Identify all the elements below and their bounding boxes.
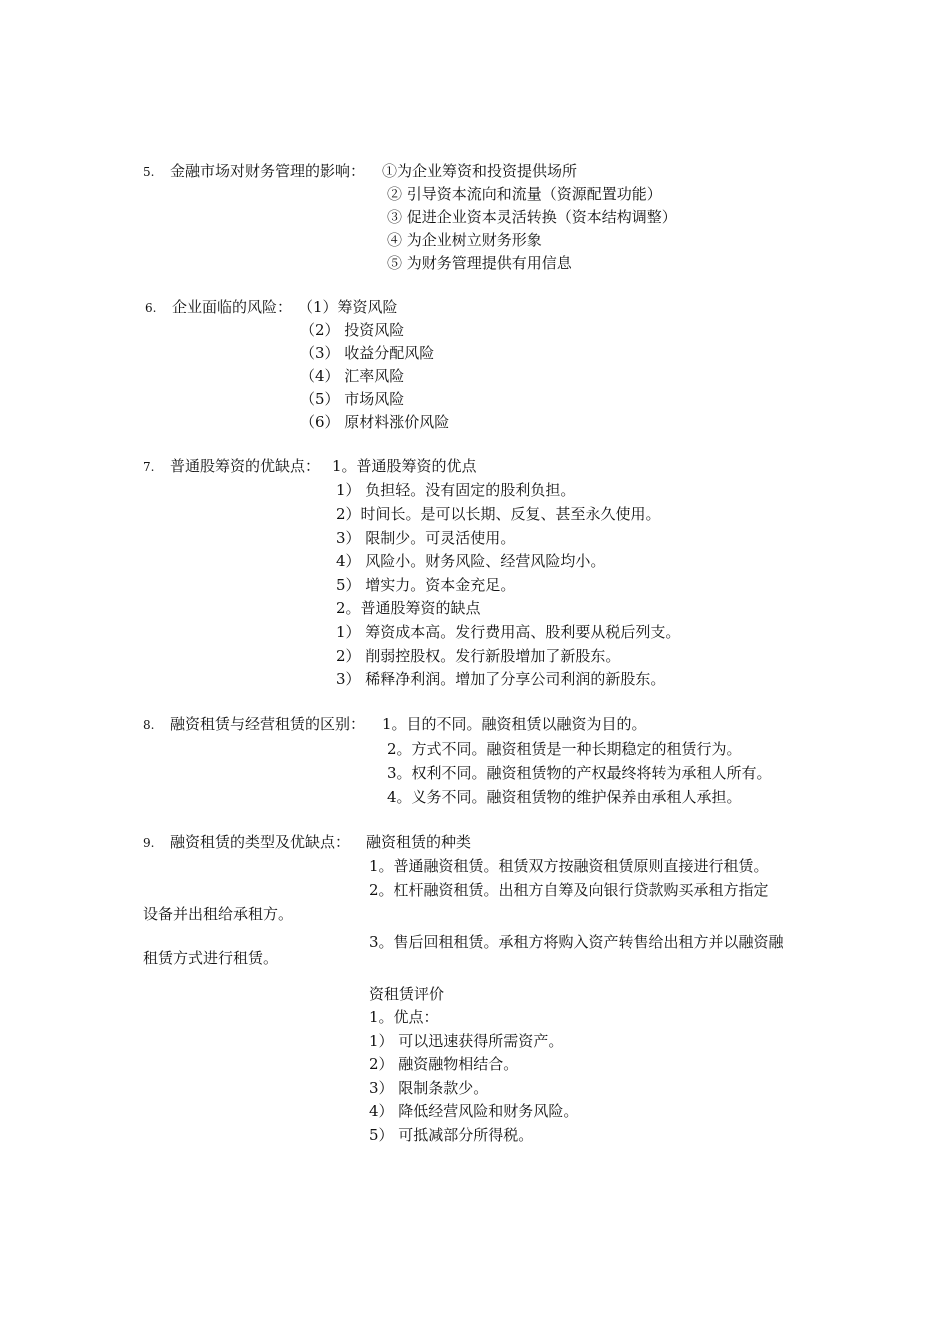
list-item: 3） 限制条款少。 — [369, 1079, 489, 1097]
list-item: 4。义务不同。融资租赁物的维护保养由承租人承担。 — [387, 788, 742, 806]
section-number: 6. — [145, 301, 157, 315]
advantages-title: 1。优点： — [369, 1008, 439, 1026]
list-item: （4） 汇率风险 — [300, 367, 405, 385]
section-number: 7. — [143, 460, 155, 474]
list-item: ④ 为企业树立财务形象 — [387, 231, 542, 249]
list-item: 2） 削弱控股权。发行新股增加了新股东。 — [336, 647, 621, 665]
list-item: ③ 促进企业资本灵活转换（资本结构调整） — [387, 208, 677, 226]
section-heading: 企业面临的风险： — [172, 298, 293, 316]
list-item: ①为企业筹资和投资提供场所 — [382, 162, 578, 180]
list-item: 1） 可以迅速获得所需资产。 — [369, 1032, 564, 1050]
list-item: 2）时间长。是可以长期、反复、甚至永久使用。 — [336, 505, 661, 523]
section-number: 9. — [143, 836, 155, 850]
list-item: 3） 稀释净利润。增加了分享公司利润的新股东。 — [336, 670, 666, 688]
section-heading: 普通股筹资的优缺点： — [170, 457, 321, 475]
list-item: 1。普通股筹资的优点 — [332, 457, 477, 475]
section-heading: 融资租赁与经营租赁的区别： — [170, 715, 366, 733]
list-item: 2） 融资融物相结合。 — [369, 1055, 519, 1073]
list-item: （6） 原材料涨价风险 — [300, 413, 450, 431]
subheading: 融资租赁的种类 — [366, 833, 472, 851]
list-item: 5） 可抵减部分所得税。 — [369, 1126, 534, 1144]
list-item: 1） 负担轻。没有固定的股利负担。 — [336, 481, 576, 499]
list-item: （5） 市场风险 — [300, 390, 405, 408]
list-item: 2。杠杆融资租赁。出租方自筹及向银行贷款购买承租方指定 — [369, 881, 769, 899]
section-heading: 金融市场对财务管理的影响： — [170, 162, 366, 180]
list-item: 3） 限制少。可灵活使用。 — [336, 529, 516, 547]
list-item: 1。目的不同。融资租赁以融资为目的。 — [382, 715, 647, 733]
list-item: （1）筹资风险 — [298, 298, 398, 316]
list-item: 4） 风险小。财务风险、经营风险均小。 — [336, 552, 606, 570]
list-item: ⑤ 为财务管理提供有用信息 — [387, 254, 572, 272]
list-item-continuation: 设备并出租给承租方。 — [143, 905, 294, 923]
list-item: 3。权利不同。融资租赁物的产权最终将转为承租人所有。 — [387, 764, 772, 782]
list-item: （2） 投资风险 — [300, 321, 405, 339]
list-item: 2。普通股筹资的缺点 — [336, 599, 481, 617]
list-item-continuation: 租赁方式进行租赁。 — [143, 949, 279, 967]
list-item: 5） 增实力。资本金充足。 — [336, 576, 516, 594]
list-item: 1） 筹资成本高。发行费用高、股利要从税后列支。 — [336, 623, 681, 641]
list-item: ② 引导资本流向和流量（资源配置功能） — [387, 185, 662, 203]
list-item: 2。方式不同。融资租赁是一种长期稳定的租赁行为。 — [387, 740, 742, 758]
list-item: 1。普通融资租赁。租赁双方按融资租赁原则直接进行租赁。 — [369, 857, 769, 875]
list-item: （3） 收益分配风险 — [300, 344, 435, 362]
section-heading: 融资租赁的类型及优缺点： — [170, 833, 351, 851]
list-item: 4） 降低经营风险和财务风险。 — [369, 1102, 579, 1120]
evaluation-title: 资租赁评价 — [369, 985, 445, 1003]
list-item: 3。售后回租租赁。承租方将购入资产转售给出租方并以融资融 — [369, 933, 784, 951]
section-number: 5. — [143, 165, 155, 179]
section-number: 8. — [143, 718, 155, 732]
